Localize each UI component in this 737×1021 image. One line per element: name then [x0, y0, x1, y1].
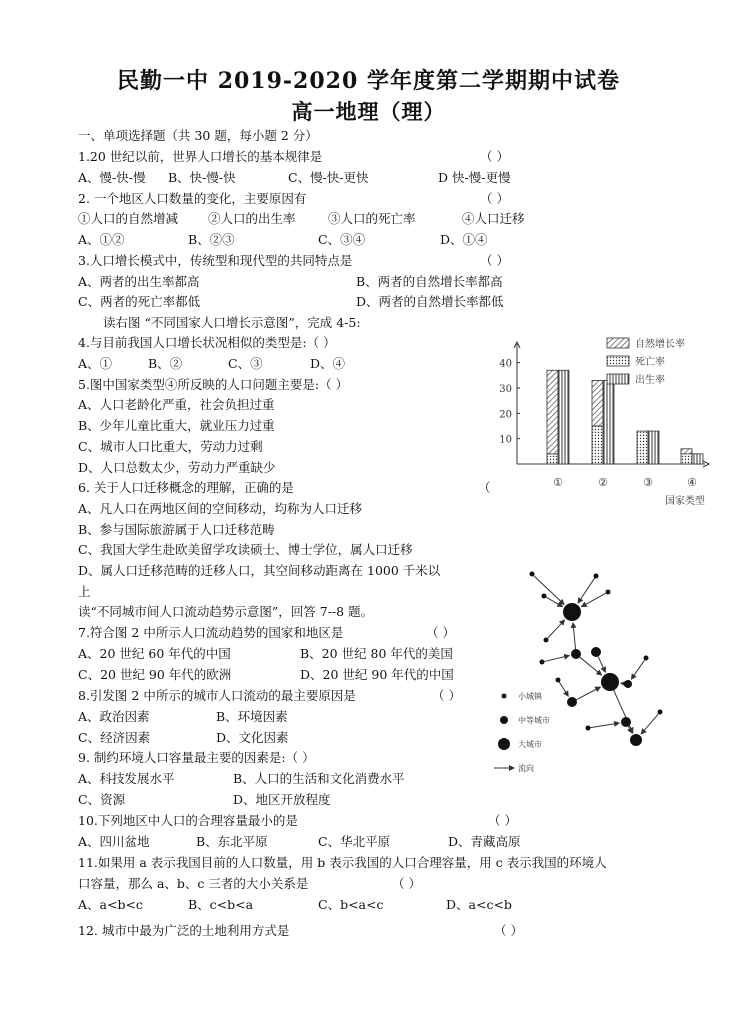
text-line-56: A、科技发展水平: [78, 771, 175, 786]
text-line-34: D、人口总数太少，劳动力严重缺少: [78, 460, 276, 475]
text-line-6: C、慢-快-更快: [288, 170, 369, 185]
bar-birth-2: [603, 380, 614, 464]
figure2-legend-label-3: 大城市: [518, 740, 542, 749]
city-node-f: [544, 638, 549, 643]
text-line-25: 4.与目前我国人口增长状况相似的类型是:（ ）: [78, 335, 336, 350]
text-line-37: A、凡人口在两地区间的空间移动，均称为人口迁移: [78, 501, 363, 516]
text-line-1: 一、单项选择题（共 30 题，每小题 2 分）: [78, 128, 318, 143]
city-node-g: [571, 649, 581, 659]
text-line-68: （ ）: [392, 876, 421, 891]
bar-growth-2: [592, 380, 603, 426]
figure2-legend-label-2: 中等城市: [518, 716, 550, 725]
text-line-48: D、20 世纪 90 年代的中国: [300, 667, 454, 682]
text-line-22: C、两者的死亡率都低: [78, 294, 201, 309]
text-line-24: 读右图 “不同国家人口增长示意图”，完成 4-5:: [103, 315, 361, 330]
category-label-1: ①: [553, 476, 563, 489]
bar-growth-4: [681, 449, 692, 454]
text-line-31: A、人口老龄化严重，社会负担过重: [78, 397, 275, 412]
city-node-i: [567, 697, 577, 707]
text-line-16: C、③④: [318, 232, 366, 247]
text-line-73: 12. 城市中最为广泛的土地利用方式是: [78, 923, 290, 938]
text-line-35: 6. 关于人口迁移概念的理解，正确的是: [78, 480, 294, 495]
bar-death-4: [681, 454, 692, 464]
figure2-legend-label-1: 小城镇: [518, 692, 542, 701]
text-line-52: B、环境因素: [216, 709, 288, 724]
text-line-27: B、②: [148, 356, 183, 371]
city-flow-diagram: [488, 562, 678, 772]
text-line-13: ④人口迁移: [462, 211, 525, 226]
flow-arrow-1: [534, 576, 564, 605]
city-node-a: [563, 603, 581, 621]
text-line-64: C、华北平原: [318, 834, 391, 849]
city-node-r: [556, 678, 561, 683]
text-line-40: D、属人口迁移范畴的迁移人口，其空间移动距离在 1000 千米以: [78, 563, 441, 578]
text-line-32: B、少年儿童比重大，就业压力过重: [78, 418, 275, 433]
y-tick-label: 40: [499, 358, 512, 370]
text-line-5: B、快-慢-快: [168, 170, 236, 185]
category-label-3: ③: [643, 476, 653, 489]
exam-title: 民勤一中 2019-2020 学年度第二学期期中试卷: [117, 68, 620, 94]
legend-swatch-2: [607, 356, 629, 366]
flow-arrow-8: [598, 657, 605, 673]
text-line-49: 8.引发图 2 中所示的城市人口流动的最主要原因是: [78, 688, 356, 703]
bar-death-2: [592, 426, 603, 464]
city-node-m: [658, 710, 663, 715]
legend-label-1: 自然增长率: [635, 339, 685, 350]
text-line-28: C、③: [228, 356, 263, 371]
text-line-33: C、城市人口比重大，劳动力过剩: [78, 439, 263, 454]
text-line-4: A、慢-快-慢: [78, 170, 146, 185]
flow-arrow-11: [559, 682, 568, 696]
text-line-60: 10.下列地区中人口的合理容量最小的是: [78, 813, 298, 828]
text-line-36: （: [478, 480, 491, 495]
city-node-p: [586, 726, 591, 731]
flow-arrow-5: [548, 620, 565, 638]
text-line-8: 2. 一个地区人口数量的变化，主要原因有: [78, 191, 307, 206]
city-node-o: [540, 660, 545, 665]
category-label-4: ④: [687, 476, 697, 489]
text-line-19: （ ）: [480, 253, 509, 268]
text-line-53: C、经济因素: [78, 730, 151, 745]
text-line-66: 11.如果用 a 表示我国目前的人口数量，用 b 表示我国的人口合理容量，用 c 表示我国的环境人: [78, 855, 607, 870]
y-tick-label: 30: [499, 384, 512, 395]
text-line-21: B、两者的自然增长率都高: [356, 274, 503, 289]
flow-arrow-10: [576, 687, 600, 700]
city-node-h: [591, 647, 601, 657]
flow-arrow-16: [631, 660, 644, 679]
flow-arrow-4: [582, 593, 606, 606]
bar-death-1: [547, 454, 558, 464]
flow-arrow-7: [544, 656, 569, 662]
flow-arrow-14: [641, 714, 658, 734]
legend-dot-2: [500, 716, 508, 724]
legend-label-3: 出生率: [635, 375, 665, 386]
text-line-11: ②人口的出生率: [208, 211, 296, 226]
text-line-61: （ ）: [488, 813, 517, 828]
text-line-50: （ ）: [432, 688, 461, 703]
population-growth-chart: [483, 332, 713, 510]
text-line-12: ③人口的死亡率: [328, 211, 416, 226]
text-line-44: （ ）: [426, 625, 455, 640]
city-node-c: [530, 572, 535, 577]
flow-arrow-3: [546, 597, 562, 606]
text-line-30: 5.图中国家类型④所反映的人口问题主要是:（ ）: [78, 377, 349, 392]
text-line-26: A、①: [78, 356, 113, 371]
text-line-46: B、20 世纪 80 年代的美国: [300, 646, 453, 661]
text-line-74: （ ）: [494, 923, 523, 938]
figure2-legend-label-4: 流向: [518, 764, 534, 772]
flow-arrow-6: [573, 623, 575, 649]
exam-subtitle: 高一地理（理）: [291, 99, 446, 124]
text-line-15: B、②③: [188, 232, 235, 247]
text-line-38: B、参与国际旅游属于人口迁移范畴: [78, 522, 275, 537]
city-node-l: [624, 680, 632, 688]
text-line-7: D 快-慢-更慢: [438, 170, 511, 185]
category-label-2: ②: [598, 476, 608, 489]
text-line-54: D、文化因素: [216, 730, 289, 745]
flow-arrow-2: [578, 578, 595, 603]
bar-death-3: [637, 431, 648, 464]
flow-arrow-17: [614, 690, 633, 732]
y-tick-label: 10: [499, 434, 512, 446]
text-line-63: B、东北平原: [196, 834, 268, 849]
legend-swatch-1: [607, 338, 629, 348]
city-node-b: [601, 673, 619, 691]
legend-label-2: 死亡率: [635, 357, 665, 368]
text-line-41: 上: [78, 584, 91, 599]
legend-dot-3: [498, 738, 510, 750]
y-tick-label: 20: [499, 409, 512, 421]
text-line-55: 9. 制约环境人口容量最主要的因素是:（ ）: [78, 750, 315, 765]
flow-arrow-15: [590, 723, 619, 728]
text-line-45: A、20 世纪 60 年代的中国: [78, 646, 231, 661]
text-line-9: （ ）: [480, 191, 509, 206]
text-line-43: 7.符合图 2 中所示人口流动趋势的国家和地区是: [78, 625, 344, 640]
text-line-72: D、a<c<b: [446, 897, 512, 912]
text-line-42: 读“不同城市间人口流动趋势示意图”，回答 7--8 题。: [78, 604, 374, 619]
bar-growth-1: [547, 370, 558, 454]
city-node-j: [621, 717, 631, 727]
city-node-k: [630, 734, 642, 746]
text-line-62: A、四川盆地: [78, 834, 150, 849]
text-line-70: B、c<b<a: [188, 897, 254, 912]
text-line-51: A、政治因素: [78, 709, 150, 724]
text-line-10: ①人口的自然增减: [78, 211, 179, 226]
text-line-59: D、地区开放程度: [233, 792, 331, 807]
text-line-67: 口容量，那么 a、b、c 三者的大小关系是: [78, 876, 309, 891]
city-node-n: [606, 590, 611, 595]
text-line-17: D、①④: [440, 232, 488, 247]
bar-birth-1: [558, 370, 569, 464]
text-line-69: A、a<b<c: [78, 897, 143, 912]
text-line-57: B、人口的生活和文化消费水平: [233, 771, 405, 786]
x-axis-label: 国家类型: [665, 496, 705, 507]
flow-arrow-9: [580, 657, 602, 675]
text-line-47: C、20 世纪 90 年代的欧洲: [78, 667, 232, 682]
text-line-29: D、④: [310, 356, 346, 371]
city-node-d: [594, 574, 599, 579]
text-line-2: 1.20 世纪以前，世界人口增长的基本规律是: [78, 149, 323, 164]
text-line-14: A、①②: [78, 232, 125, 247]
text-line-20: A、两者的出生率都高: [78, 274, 200, 289]
text-line-39: C、我国大学生赴欧美留学攻读硕士、博士学位，属人口迁移: [78, 542, 413, 557]
text-line-18: 3.人口增长模式中，传统型和现代型的共同特点是: [78, 253, 353, 268]
legend-swatch-3: [607, 374, 629, 384]
text-line-71: C、b<a<c: [318, 897, 384, 912]
bar-birth-3: [648, 431, 659, 464]
text-line-3: （ ）: [480, 149, 509, 164]
text-line-23: D、两者的自然增长率都低: [356, 294, 504, 309]
legend-dot-1: [502, 694, 507, 699]
text-line-65: D、青藏高原: [448, 834, 521, 849]
bar-birth-4: [692, 454, 703, 464]
city-node-q: [644, 656, 649, 661]
text-line-58: C、资源: [78, 792, 126, 807]
city-node-e: [542, 594, 547, 599]
